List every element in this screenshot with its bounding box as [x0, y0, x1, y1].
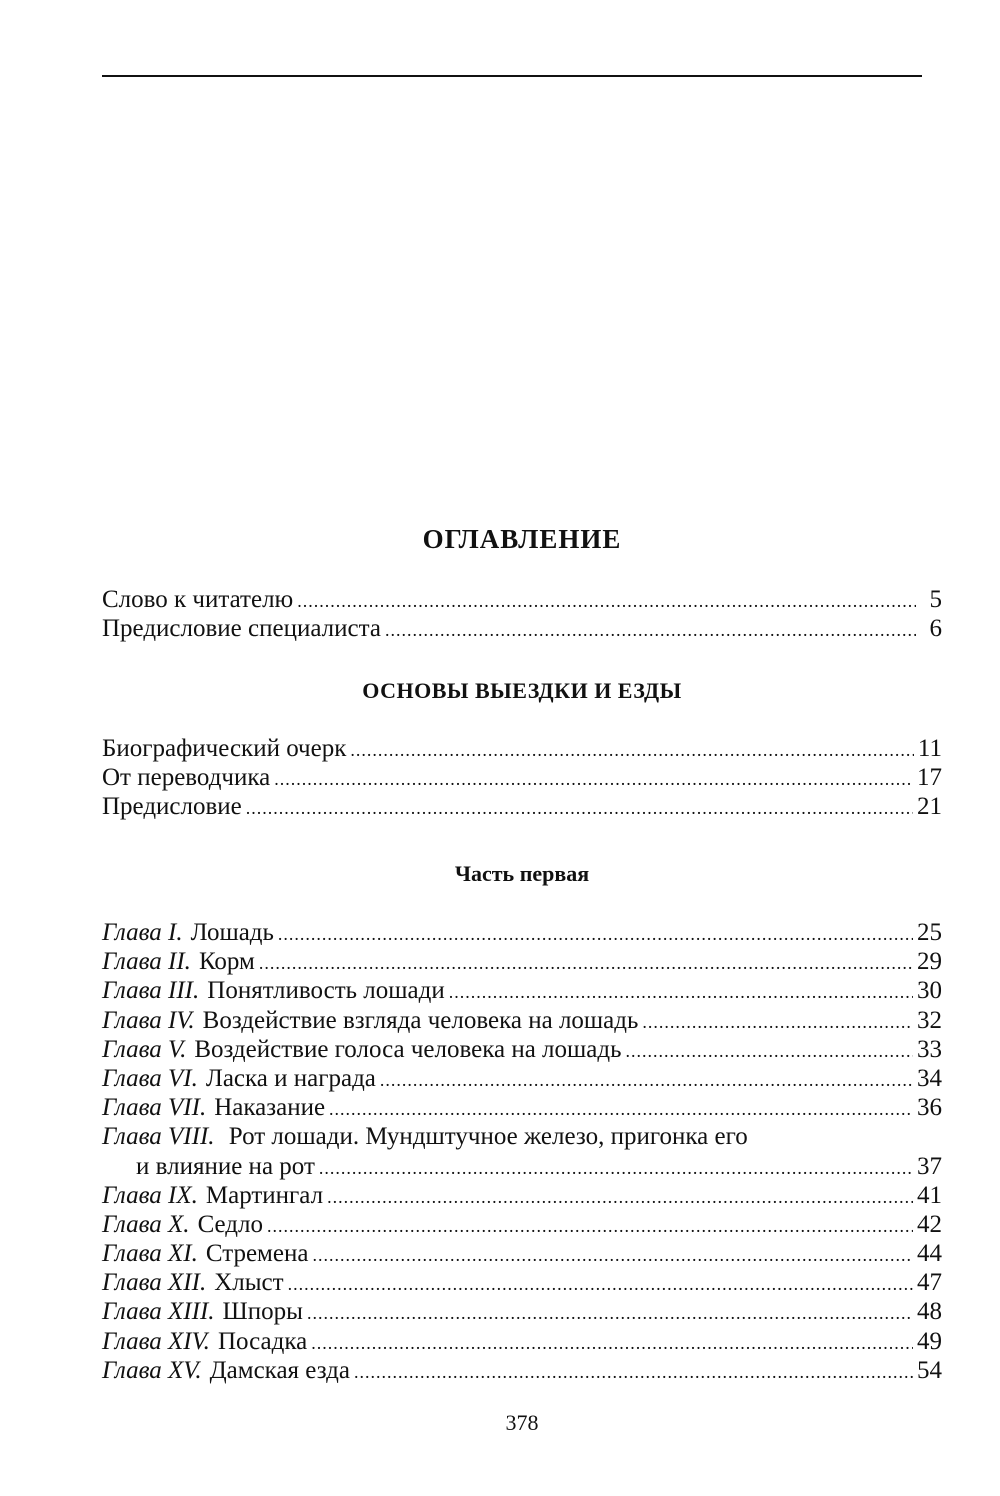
dot-leader	[311, 1327, 913, 1356]
part-title: Часть первая	[454, 861, 590, 886]
entry-page: 42	[917, 1210, 942, 1238]
entry-page: 11	[917, 735, 942, 762]
chapter-label: Глава V.	[102, 1035, 187, 1063]
toc-entry[interactable]	[102, 976, 942, 1005]
chapter-list	[102, 918, 942, 1385]
entry-title: Хлыст	[214, 1269, 284, 1297]
dot-leader	[312, 1239, 913, 1268]
entry-page: 29	[917, 948, 942, 976]
chapter-label: Глава II.	[102, 948, 191, 976]
entry-title: Биографический очерк	[102, 735, 347, 762]
toc-entry[interactable]	[102, 585, 942, 614]
toc-entry[interactable]	[102, 918, 942, 947]
entry-title: Наказание	[214, 1094, 326, 1122]
entry-page: 21	[917, 793, 942, 821]
dot-leader	[327, 1181, 913, 1210]
entry-title: Предисловие специалиста	[102, 615, 381, 643]
entry-title: Воздействие взгляда человека на лошадь	[202, 1006, 639, 1034]
toc-entry[interactable]	[102, 1210, 942, 1239]
entry-page: 47	[917, 1269, 942, 1297]
toc-entry[interactable]	[102, 1327, 942, 1356]
entry-title: Лошадь	[190, 919, 274, 946]
entry-title: Седло	[197, 1210, 264, 1238]
entry-title: Понятливость лошади	[207, 977, 445, 1005]
toc-entry[interactable]	[102, 763, 942, 792]
entry-title: Посадка	[217, 1327, 308, 1355]
chapter-label: Глава XII.	[102, 1269, 207, 1297]
entry-title: Шпоры	[222, 1298, 303, 1326]
entry-title: Ласка и награда	[205, 1064, 376, 1092]
toc-entry[interactable]	[102, 1093, 942, 1122]
toc-entry[interactable]	[102, 614, 942, 643]
dot-leader	[288, 1268, 913, 1297]
chapter-label: Глава VI.	[102, 1064, 198, 1092]
chapter-label: Глава XIII.	[102, 1298, 215, 1326]
entry-title: Дамская езда	[209, 1356, 350, 1384]
entry-page: 5	[929, 586, 942, 613]
dot-leader	[642, 1006, 913, 1035]
toc-entry[interactable]	[102, 792, 942, 821]
entry-title-continuation: и влияние на рот	[136, 1152, 315, 1180]
dot-leader	[307, 1297, 913, 1326]
entry-page: 48	[917, 1298, 942, 1326]
entry-title: Мартингал	[205, 1181, 324, 1209]
entry-page: 33	[917, 1035, 942, 1063]
section-list	[102, 734, 942, 822]
dot-leader	[274, 763, 913, 792]
chapter-label: Глава IV.	[102, 1006, 195, 1034]
entry-title: Корм	[198, 948, 255, 976]
dot-leader	[259, 947, 913, 976]
dot-leader	[278, 918, 913, 947]
dot-leader	[350, 734, 914, 763]
dot-leader	[380, 1064, 913, 1093]
entry-title: От переводчика	[102, 764, 271, 792]
chapter-label: Глава XV.	[102, 1356, 202, 1384]
toc-entry-continuation[interactable]	[102, 1152, 942, 1181]
entry-page: 49	[917, 1327, 942, 1355]
dot-leader	[319, 1152, 913, 1181]
dot-leader	[297, 585, 916, 614]
entry-page: 37	[917, 1152, 942, 1180]
toc-entry[interactable]	[102, 1356, 942, 1385]
dot-leader	[246, 792, 913, 821]
entry-page: 25	[917, 919, 942, 946]
entry-title: Стремена	[205, 1240, 309, 1268]
toc-entry[interactable]	[102, 734, 942, 763]
page-number: 378	[505, 1410, 539, 1435]
entry-page: 30	[917, 977, 942, 1005]
entry-title: Слово к читателю	[102, 586, 294, 613]
toc-entry[interactable]	[102, 1122, 942, 1151]
toc-entry[interactable]	[102, 947, 942, 976]
toc-entry[interactable]	[102, 1064, 942, 1093]
dot-leader	[329, 1093, 913, 1122]
entry-page: 41	[917, 1181, 942, 1209]
entry-title: Воздействие голоса человека на лошадь	[194, 1035, 622, 1063]
entry-title: Рот лошади. Мундштучное железо, пригонка его	[228, 1123, 748, 1151]
entry-page: 44	[917, 1240, 942, 1268]
entry-title: Предисловие	[102, 793, 242, 821]
entry-page: 54	[917, 1356, 942, 1384]
entry-page: 32	[917, 1006, 942, 1034]
dot-leader	[449, 976, 913, 1005]
chapter-label: Глава X.	[102, 1210, 190, 1238]
toc-entry[interactable]	[102, 1297, 942, 1326]
entry-page: 17	[917, 764, 942, 792]
entry-page: 36	[917, 1094, 942, 1122]
dot-leader	[626, 1035, 913, 1064]
intro-list	[102, 585, 942, 643]
entry-page: 34	[917, 1064, 942, 1092]
dot-leader	[385, 614, 916, 643]
toc-entry[interactable]	[102, 1268, 942, 1297]
top-rule	[102, 75, 922, 77]
section-title: ОСНОВЫ ВЫЕЗДКИ И ЕЗДЫ	[362, 678, 682, 703]
toc-entry[interactable]	[102, 1181, 942, 1210]
dot-leader	[267, 1210, 913, 1239]
toc-entry[interactable]	[102, 1239, 942, 1268]
toc-entry[interactable]	[102, 1006, 942, 1035]
chapter-label: Глава XI.	[102, 1240, 198, 1268]
entry-page: 6	[929, 615, 942, 643]
chapter-label: Глава VII.	[102, 1094, 207, 1122]
chapter-label: Глава VIII.	[102, 1123, 215, 1151]
chapter-label: Глава I.	[102, 919, 183, 946]
page-title: ОГЛАВЛЕНИЕ	[422, 524, 622, 554]
chapter-label: Глава III.	[102, 977, 200, 1005]
chapter-label: Глава XIV.	[102, 1327, 210, 1355]
dot-leader	[354, 1356, 913, 1385]
chapter-label: Глава IX.	[102, 1181, 198, 1209]
toc-entry[interactable]	[102, 1035, 942, 1064]
